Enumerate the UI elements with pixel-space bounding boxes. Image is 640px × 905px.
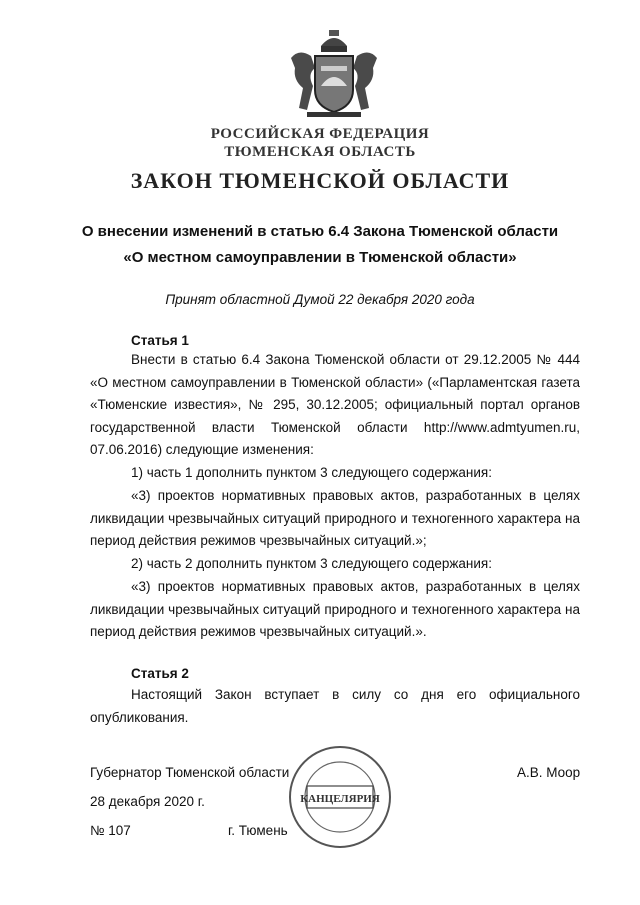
article-1-quote-2: «3) проектов нормативных правовых актов, разработанных в целях ликвидации чрезвычайных ситуаций природного и техногенного характера на период действия режимов чрезвычайных ситуаций.». [90, 579, 580, 640]
document-type-heading: ЗАКОН ТЮМЕНСКОЙ ОБЛАСТИ [130, 168, 510, 193]
coat-of-arms-icon [285, 28, 383, 120]
article-1-intro: Внести в статью 6.4 Закона Тюменской области от 29.12.2005 № 444 «О местном самоуправлении в Тюменской области» («Парламентская газета «Тюменские известия», № 295, 30.12.2005; официальный портал органов государственной власти Тюменской области http://www.admtyumen.ru, 07.06.2016) следующие изменения: [90, 352, 580, 458]
article-1-item-2: 2) часть 2 дополнить пунктом 3 следующего содержания: [131, 556, 492, 571]
adoption-note: Принят областной Думой 22 декабря 2020 года [165, 292, 475, 307]
law-title-line-1: О внесении изменений в статью 6.4 Закона Тюменской области [81, 223, 559, 240]
region-heading: ТЮМЕНСКАЯ ОБЛАСТЬ [224, 144, 416, 160]
law-number: № 107 [90, 823, 131, 838]
article-2-heading: Статья 2 [131, 666, 189, 681]
article-1-item-1: 1) часть 1 дополнить пунктом 3 следующего содержания: [131, 465, 492, 480]
signing-city: г. Тюмень [228, 823, 288, 838]
signing-date: 28 декабря 2020 г. [90, 794, 205, 809]
law-title-line-2: «О местном самоуправлении в Тюменской области» [123, 249, 517, 266]
article-1-heading: Статья 1 [131, 333, 189, 348]
signatory-name: А.В. Моор [517, 765, 581, 780]
article-1-quote-1: «3) проектов нормативных правовых актов, разработанных в целях ликвидации чрезвычайных ситуаций природного и техногенного характера на период действия режимов чрезвычайных ситуаций.»; [90, 488, 580, 549]
country-heading: РОССИЙСКАЯ ФЕДЕРАЦИЯ [210, 126, 430, 142]
article-2-text: Настоящий Закон вступает в силу со дня его официального опубликования. [90, 687, 580, 725]
signatory-position: Губернатор Тюменской области [90, 765, 290, 780]
official-stamp-icon [287, 744, 393, 850]
svg-text:КАНЦЕЛЯРИЯ: КАНЦЕЛЯРИЯ [300, 793, 380, 805]
